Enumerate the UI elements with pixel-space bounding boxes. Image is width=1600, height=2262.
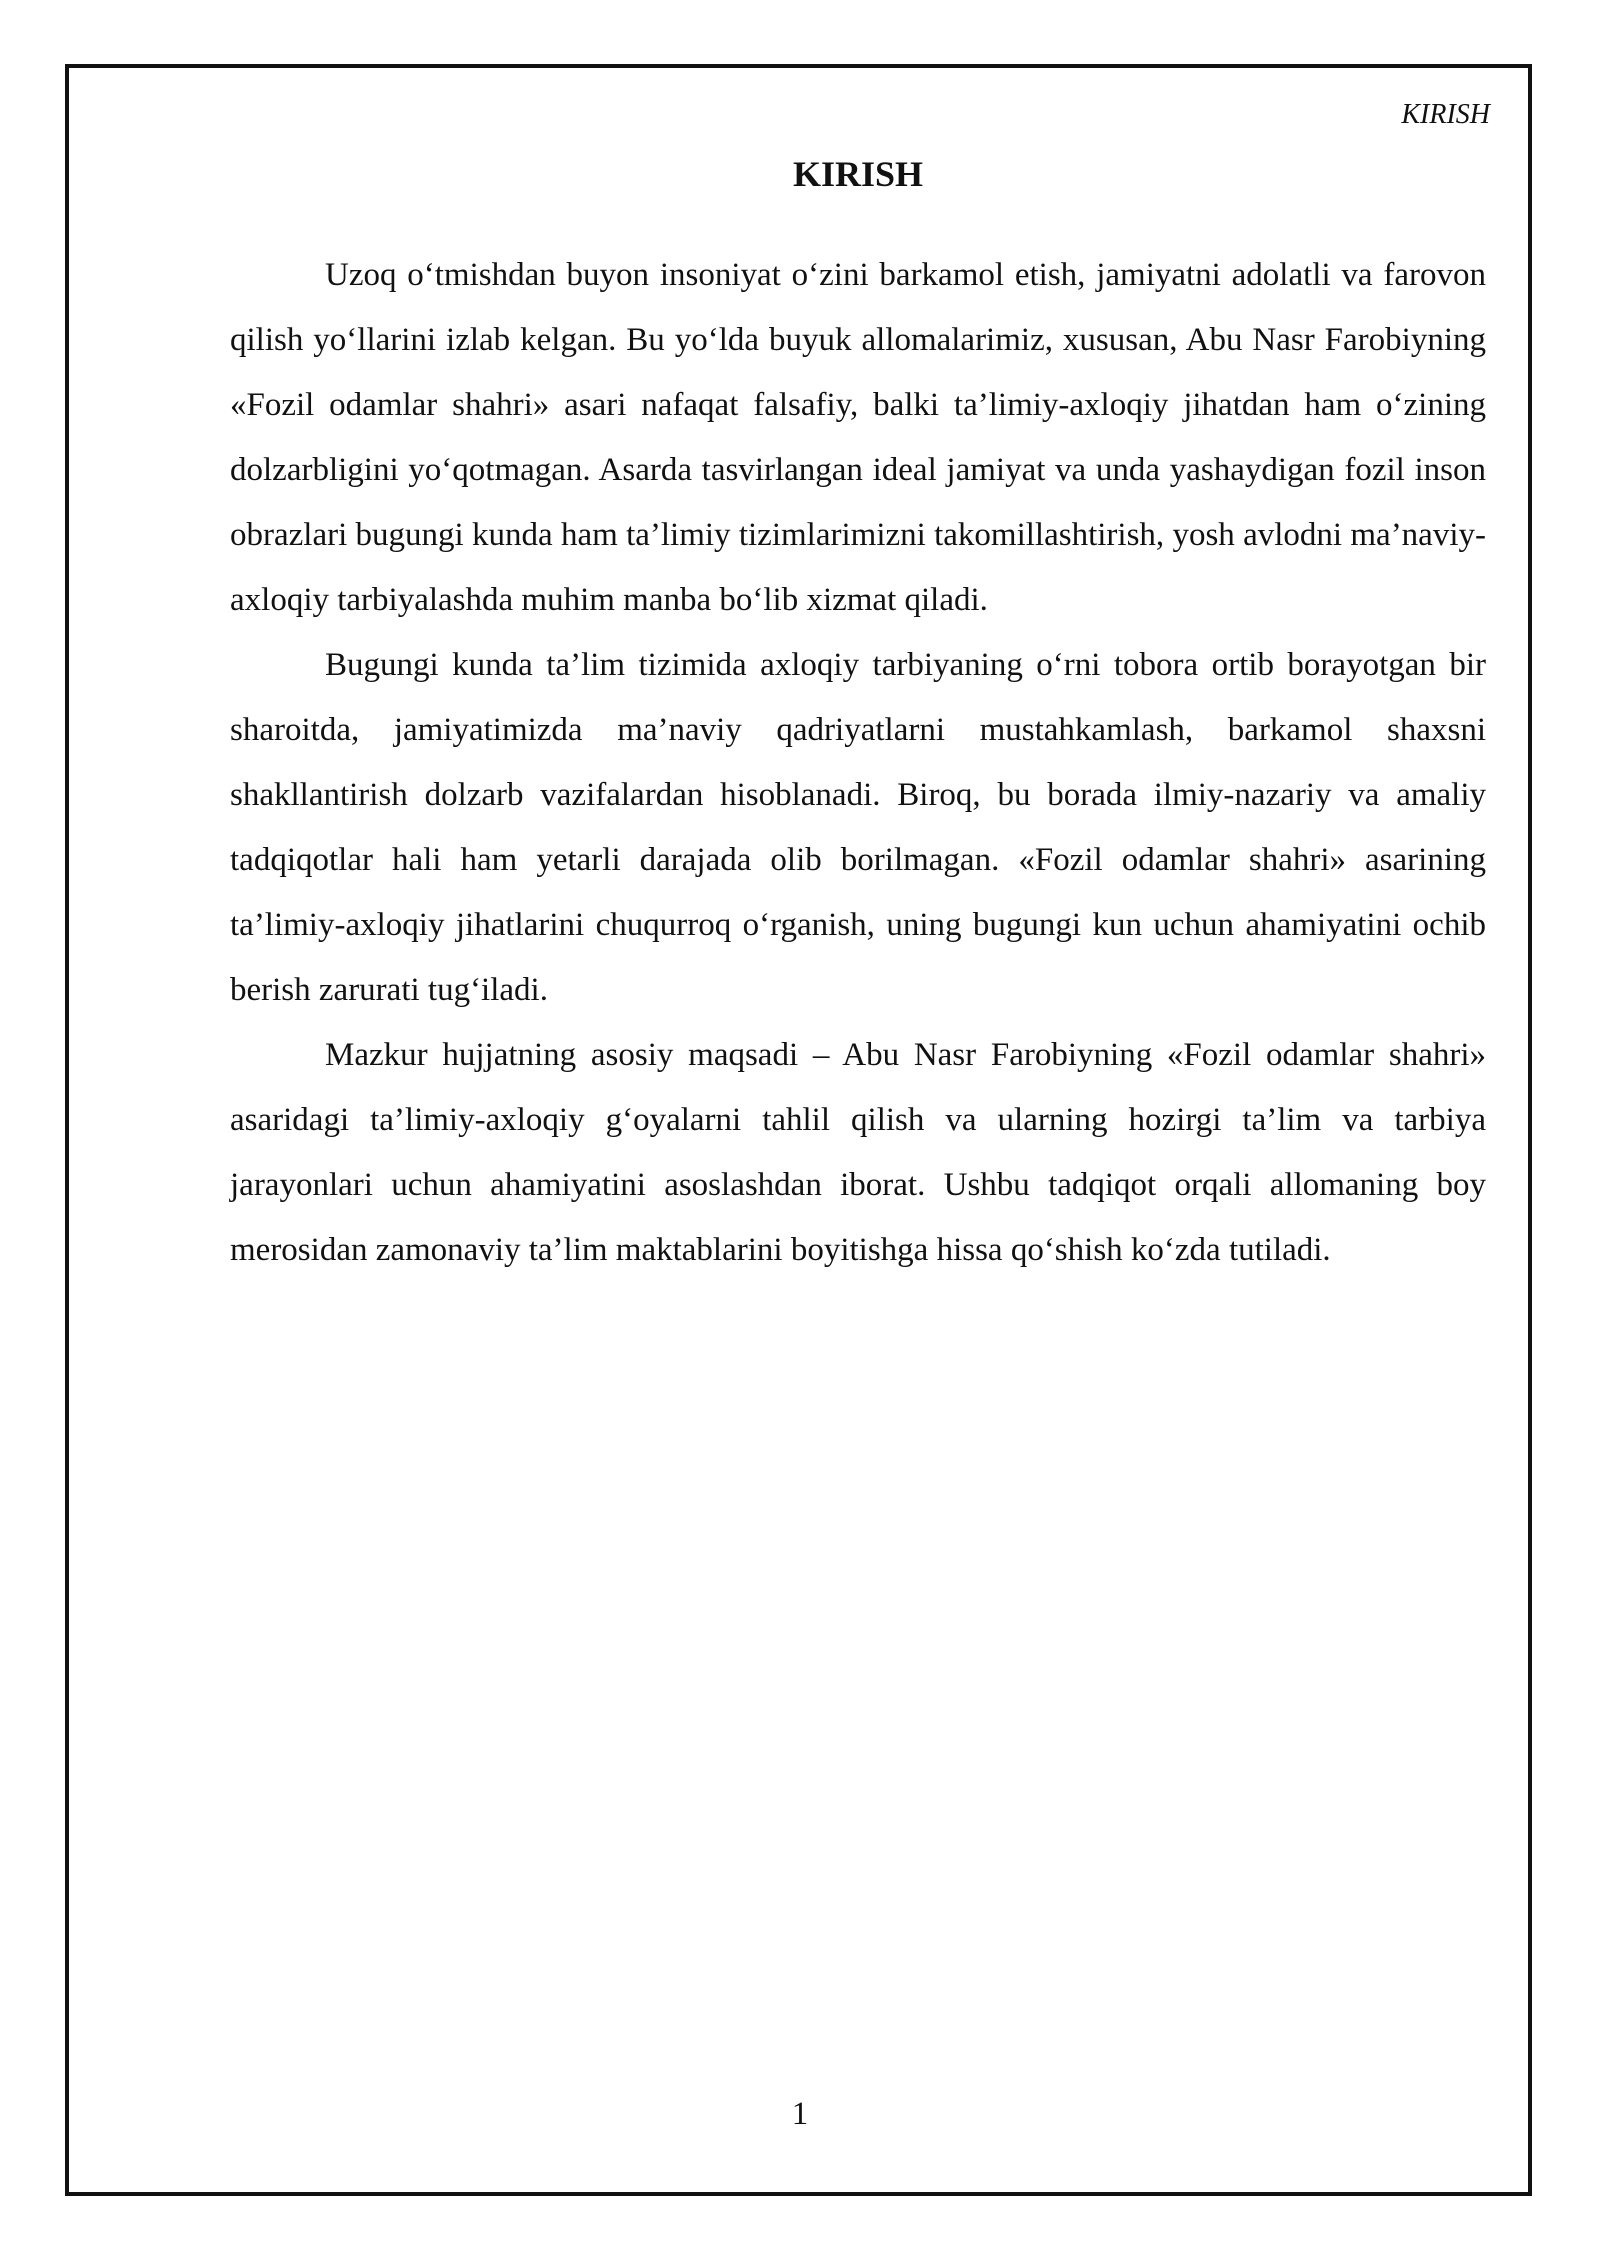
paragraph: Bugungi kunda ta’lim tizimida axloqiy tarbiyaning o‘rni tobora ortib borayotgan bir sharoitda, jamiyatimizda ma’naviy qadriyatlarni mustahkamlash, barkamol shaxsni shakllantirish dolzarb vazifalardan hisoblanadi. Biroq, bu borada ilmiy-nazariy va amaliy tadqiqotlar hali ham yetarli darajada olib borilmagan. «Fozil odamlar shahri» asarining ta’limiy-axloqiy jihatlarini chuqurroq o‘rganish, uning bugungi kun uchun ahamiyatini ochib berish zarurati tug‘iladi. — [230, 647, 1486, 1008]
body-text — [230, 243, 1486, 1283]
paragraph: Mazkur hujjatning asosiy maqsadi – Abu Nasr Farobiyning «Fozil odamlar shahri» asaridagi ta’limiy-axloqiy g‘oyalarni tahlil qilish va ularning hozirgi ta’lim va tarbiya jarayonlari uchun ahamiyatini asoslashdan iborat. Ushbu tadqiqot orqali allomaning boy merosidan zamonaviy ta’lim maktablarini boyitishga hissa qo‘shish ko‘zda tutiladi. — [230, 1037, 1486, 1268]
page-number: 1 — [791, 2096, 809, 2132]
running-header: KIRISH — [1401, 99, 1490, 130]
paragraph: Uzoq o‘tmishdan buyon insoniyat o‘zini barkamol etish, jamiyatni adolatli va farovon qilish yo‘llarini izlab kelgan. Bu yo‘lda buyuk allomalarimiz, xususan, Abu Nasr Farobiyning «Fozil odamlar shahri» asari nafaqat falsafiy, balki ta’limiy-axloqiy jihatdan ham o‘zining dolzarbligini yo‘qotmagan. Asarda tasvirlangan ideal jamiyat va unda yashaydigan fozil inson obrazlari bugungi kunda ham ta’limiy tizimlarimizni takomillashtirish, yosh avlodni ma’naviy-axloqiy tarbiyalashda muhim manba bo‘lib xizmat qiladi. — [230, 257, 1486, 618]
page-title: KIRISH — [792, 154, 924, 194]
